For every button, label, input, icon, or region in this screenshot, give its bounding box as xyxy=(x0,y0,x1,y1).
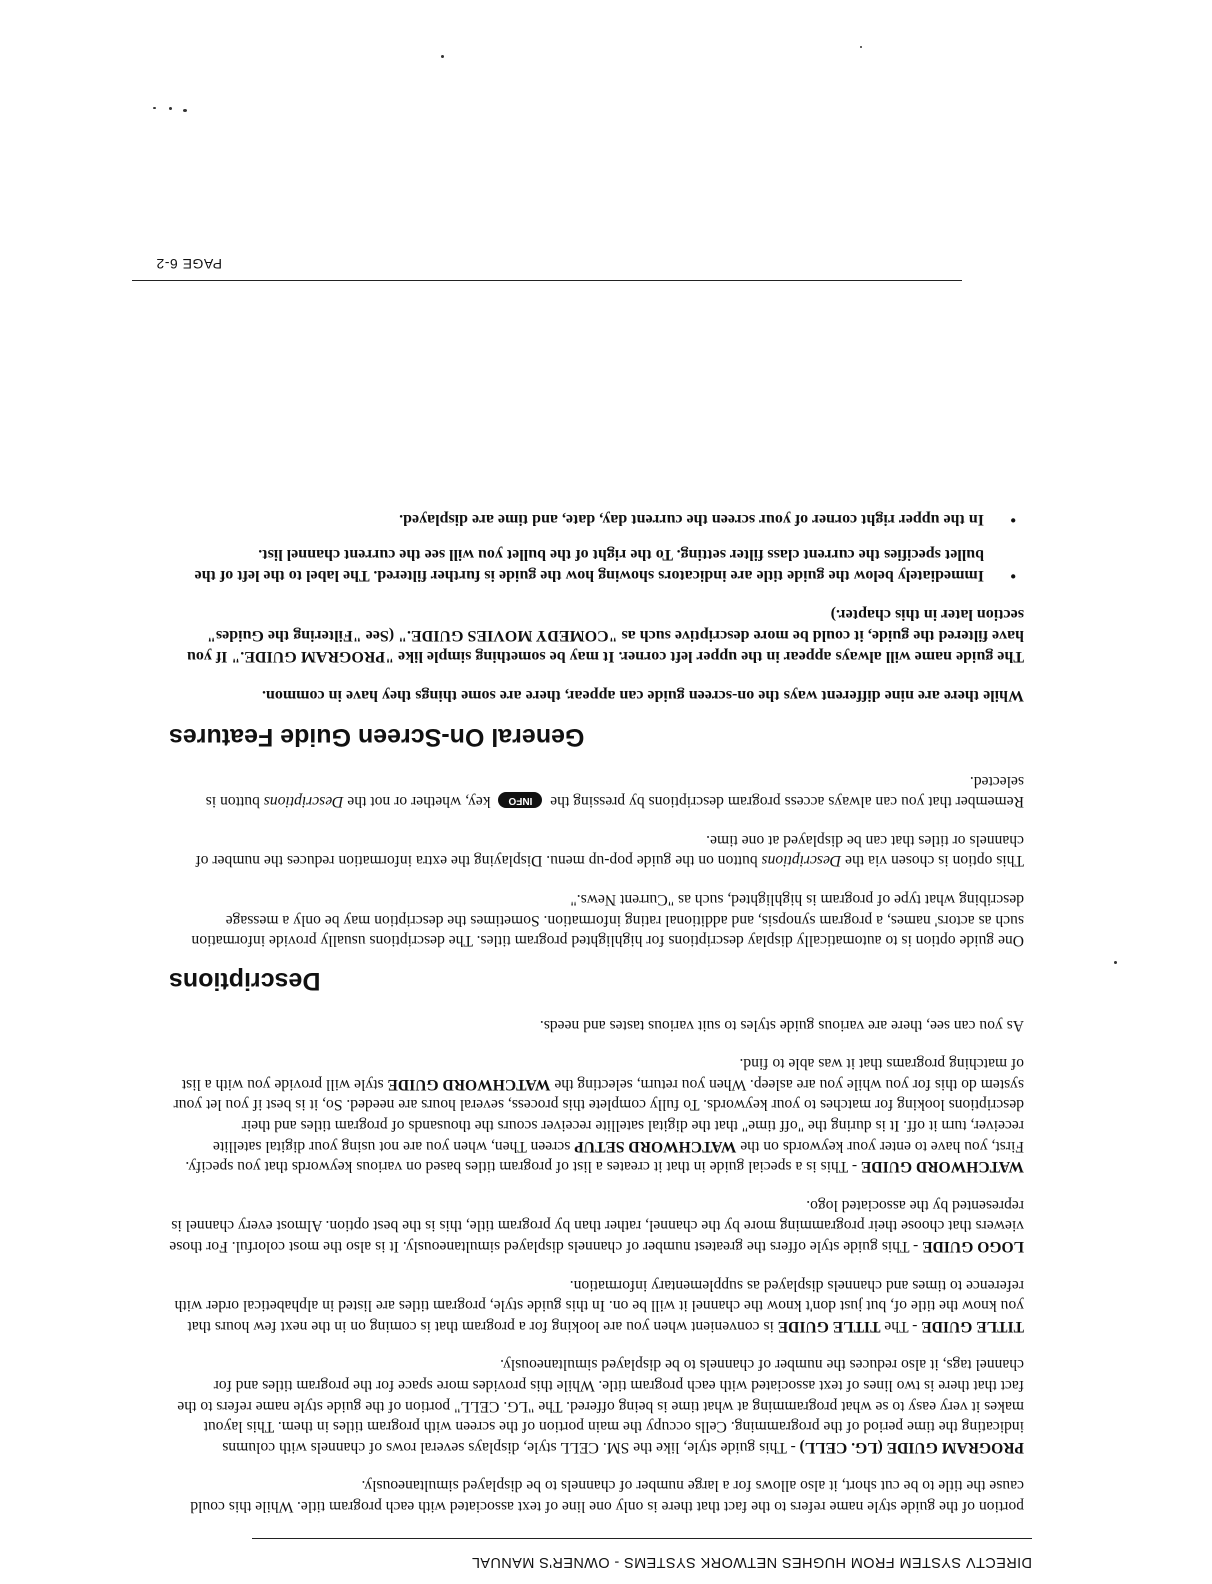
watchword-guide-lead: WATCHWORD GUIDE xyxy=(860,1158,1024,1176)
title-guide-text: is convenient when you are looking for a program that is coming on in the next few hours that you know the title of, but just don't know the channel it will be on. In this guide style, program titles are listed in alphabetical order with reference to times and channels displayed as supplementary information. xyxy=(174,1276,1024,1335)
title-guide-emph: TITLE GUIDE xyxy=(777,1317,881,1335)
descriptions-p3-text-c: button is selected. xyxy=(205,772,1024,811)
list-item xyxy=(169,509,1024,530)
watchword-guide-paragraph xyxy=(169,1053,1024,1177)
descriptions-p3-emphasis: Descriptions xyxy=(263,793,344,811)
descriptions-paragraph-1: One guide option is to automatically display descriptions for highlighted program titles. The descriptions usually provide information such as actors' names, a program synopsis, and additional rating information. Sometimes the description may be only a message describing what type of program is highlighted, such as "Current News." xyxy=(191,890,1024,950)
title-guide-paragraph xyxy=(169,1274,1024,1336)
lg-cell-lead: PROGRAM GUIDE (LG. CELL) xyxy=(799,1438,1024,1456)
watchword-setup-emph: WATCHWORD SETUP xyxy=(574,1137,737,1155)
logo-guide-paragraph xyxy=(169,1194,1024,1256)
descriptions-p3-text-a: Remember that you can always access program descriptions by pressing the xyxy=(546,793,1024,811)
lg-cell-paragraph xyxy=(169,1354,1024,1457)
page-number: PAGE 6-2 xyxy=(156,256,222,272)
running-head: DIRECTV SYSTEM FROM HUGHES NETWORK SYSTEMS - OWNER'S MANUAL xyxy=(471,1554,1032,1570)
list-item-text: Immediately below the guide title are indicators showing how the guide is further filtered. The label to the left of the bullet specifies the current class filter setting. To the right of the bullet you will see the current channel list. xyxy=(194,545,984,584)
title-guide-pre: - The xyxy=(880,1317,922,1335)
descriptions-heading: Descriptions xyxy=(169,967,321,996)
list-item xyxy=(169,544,1024,586)
logo-guide-text: - This guide style offers the greatest number of channels displayed simultaneously. It is also the most colorful. For those viewers that choose their programming more by the channel, rather than by program title, this is the best option. Almost every channel is represented by the associated logo. xyxy=(169,1196,1024,1256)
intro-paragraph: portion of the guide style name refers to the fact that there is only one line of text associated with each program title. While this could cause the title to be cut short, it also allows for a large number of channels to be displayed simultaneously. xyxy=(190,1477,1024,1515)
bullet-icon: • xyxy=(1010,566,1016,584)
descriptions-paragraph-3 xyxy=(169,770,1024,811)
descriptions-paragraph-2 xyxy=(169,829,1024,870)
footer-rule xyxy=(132,280,962,281)
list-item-text: In the upper right corner of your screen the current day, date, and time are displayed. xyxy=(399,510,984,528)
descriptions-p2-text-b: button on the guide pop-up menu. Displaying the extra information reduces the number of channels or titles that can be displayed at one time. xyxy=(195,831,1024,870)
bullet-icon: • xyxy=(1010,510,1016,528)
info-key-icon: INFO xyxy=(498,792,542,808)
scan-speck xyxy=(183,109,187,112)
closing-paragraph: As you can see, there are various guide styles to suit various tastes and needs. xyxy=(539,1016,1024,1034)
watchword-text-3: style will provide you with a list of matching programs that it was able to find. xyxy=(181,1055,1024,1093)
scan-speck xyxy=(860,46,862,48)
watchword-guide-emph: WATCHWORD GUIDE xyxy=(387,1075,551,1093)
descriptions-p2-text-a: This option is chosen via the xyxy=(841,852,1024,870)
general-features-heading: General On-Screen Guide Features xyxy=(169,722,585,751)
guide-name-paragraph: The guide name will always appear in the upper left corner. It may be something simple like "PROGRAM GUIDE." If you have filtered the guide, it could be more descriptive such as "COMEDY MOVIES GUIDE." (See "Filtering the Guides" section later in this chapter.) xyxy=(186,605,1024,665)
descriptions-p3-text-b: key, whether or not the xyxy=(343,793,495,811)
watchword-text-2: screen Then, when you are not using your digital satellite receiver, turn it off. It is during the "off time" that the digital satellite receiver scours the thousands of program titles and their descriptions looking for matches to your keywords. To fully complete this process, several hours are needed. So, it is best if you let your system do this for you while you are asleep. When you return, selecting the xyxy=(173,1075,1024,1155)
title-guide-lead: TITLE GUIDE xyxy=(921,1317,1024,1335)
scan-speck xyxy=(1114,961,1117,964)
features-bullet-list xyxy=(169,509,1024,586)
lg-cell-text: - This guide style, like the SM. CELL style, displays several rows of channels with columns indicating the time period of the programming. Cells occupy the main portion of the screen with program titles in them. This layout makes it very easy to se what programming at what time is being offered. The "LG. CELL" portion of the guide style name refers to the fact that there is two lines of text associated with each program title. While this provides more space for the program titles and for channel tags, it also reduces the number of channels to be displayed simultaneously. xyxy=(177,1356,1024,1456)
scan-speck xyxy=(169,107,172,110)
descriptions-p2-emphasis: Descriptions xyxy=(761,852,842,870)
header-rule xyxy=(252,1538,1032,1539)
page-body xyxy=(169,495,1024,1516)
logo-guide-lead: LOGO GUIDE xyxy=(922,1238,1024,1256)
general-intro-paragraph: While there are nine different ways the on-screen guide can appear, there are some things they have in common. xyxy=(261,686,1024,704)
watchword-text-1: - This is a special guide in that it creates a list of program titles based on various keywords that you specify. First, you have to enter your keywords on the xyxy=(185,1137,1024,1176)
scan-speck xyxy=(153,107,156,109)
scan-speck xyxy=(441,55,444,58)
